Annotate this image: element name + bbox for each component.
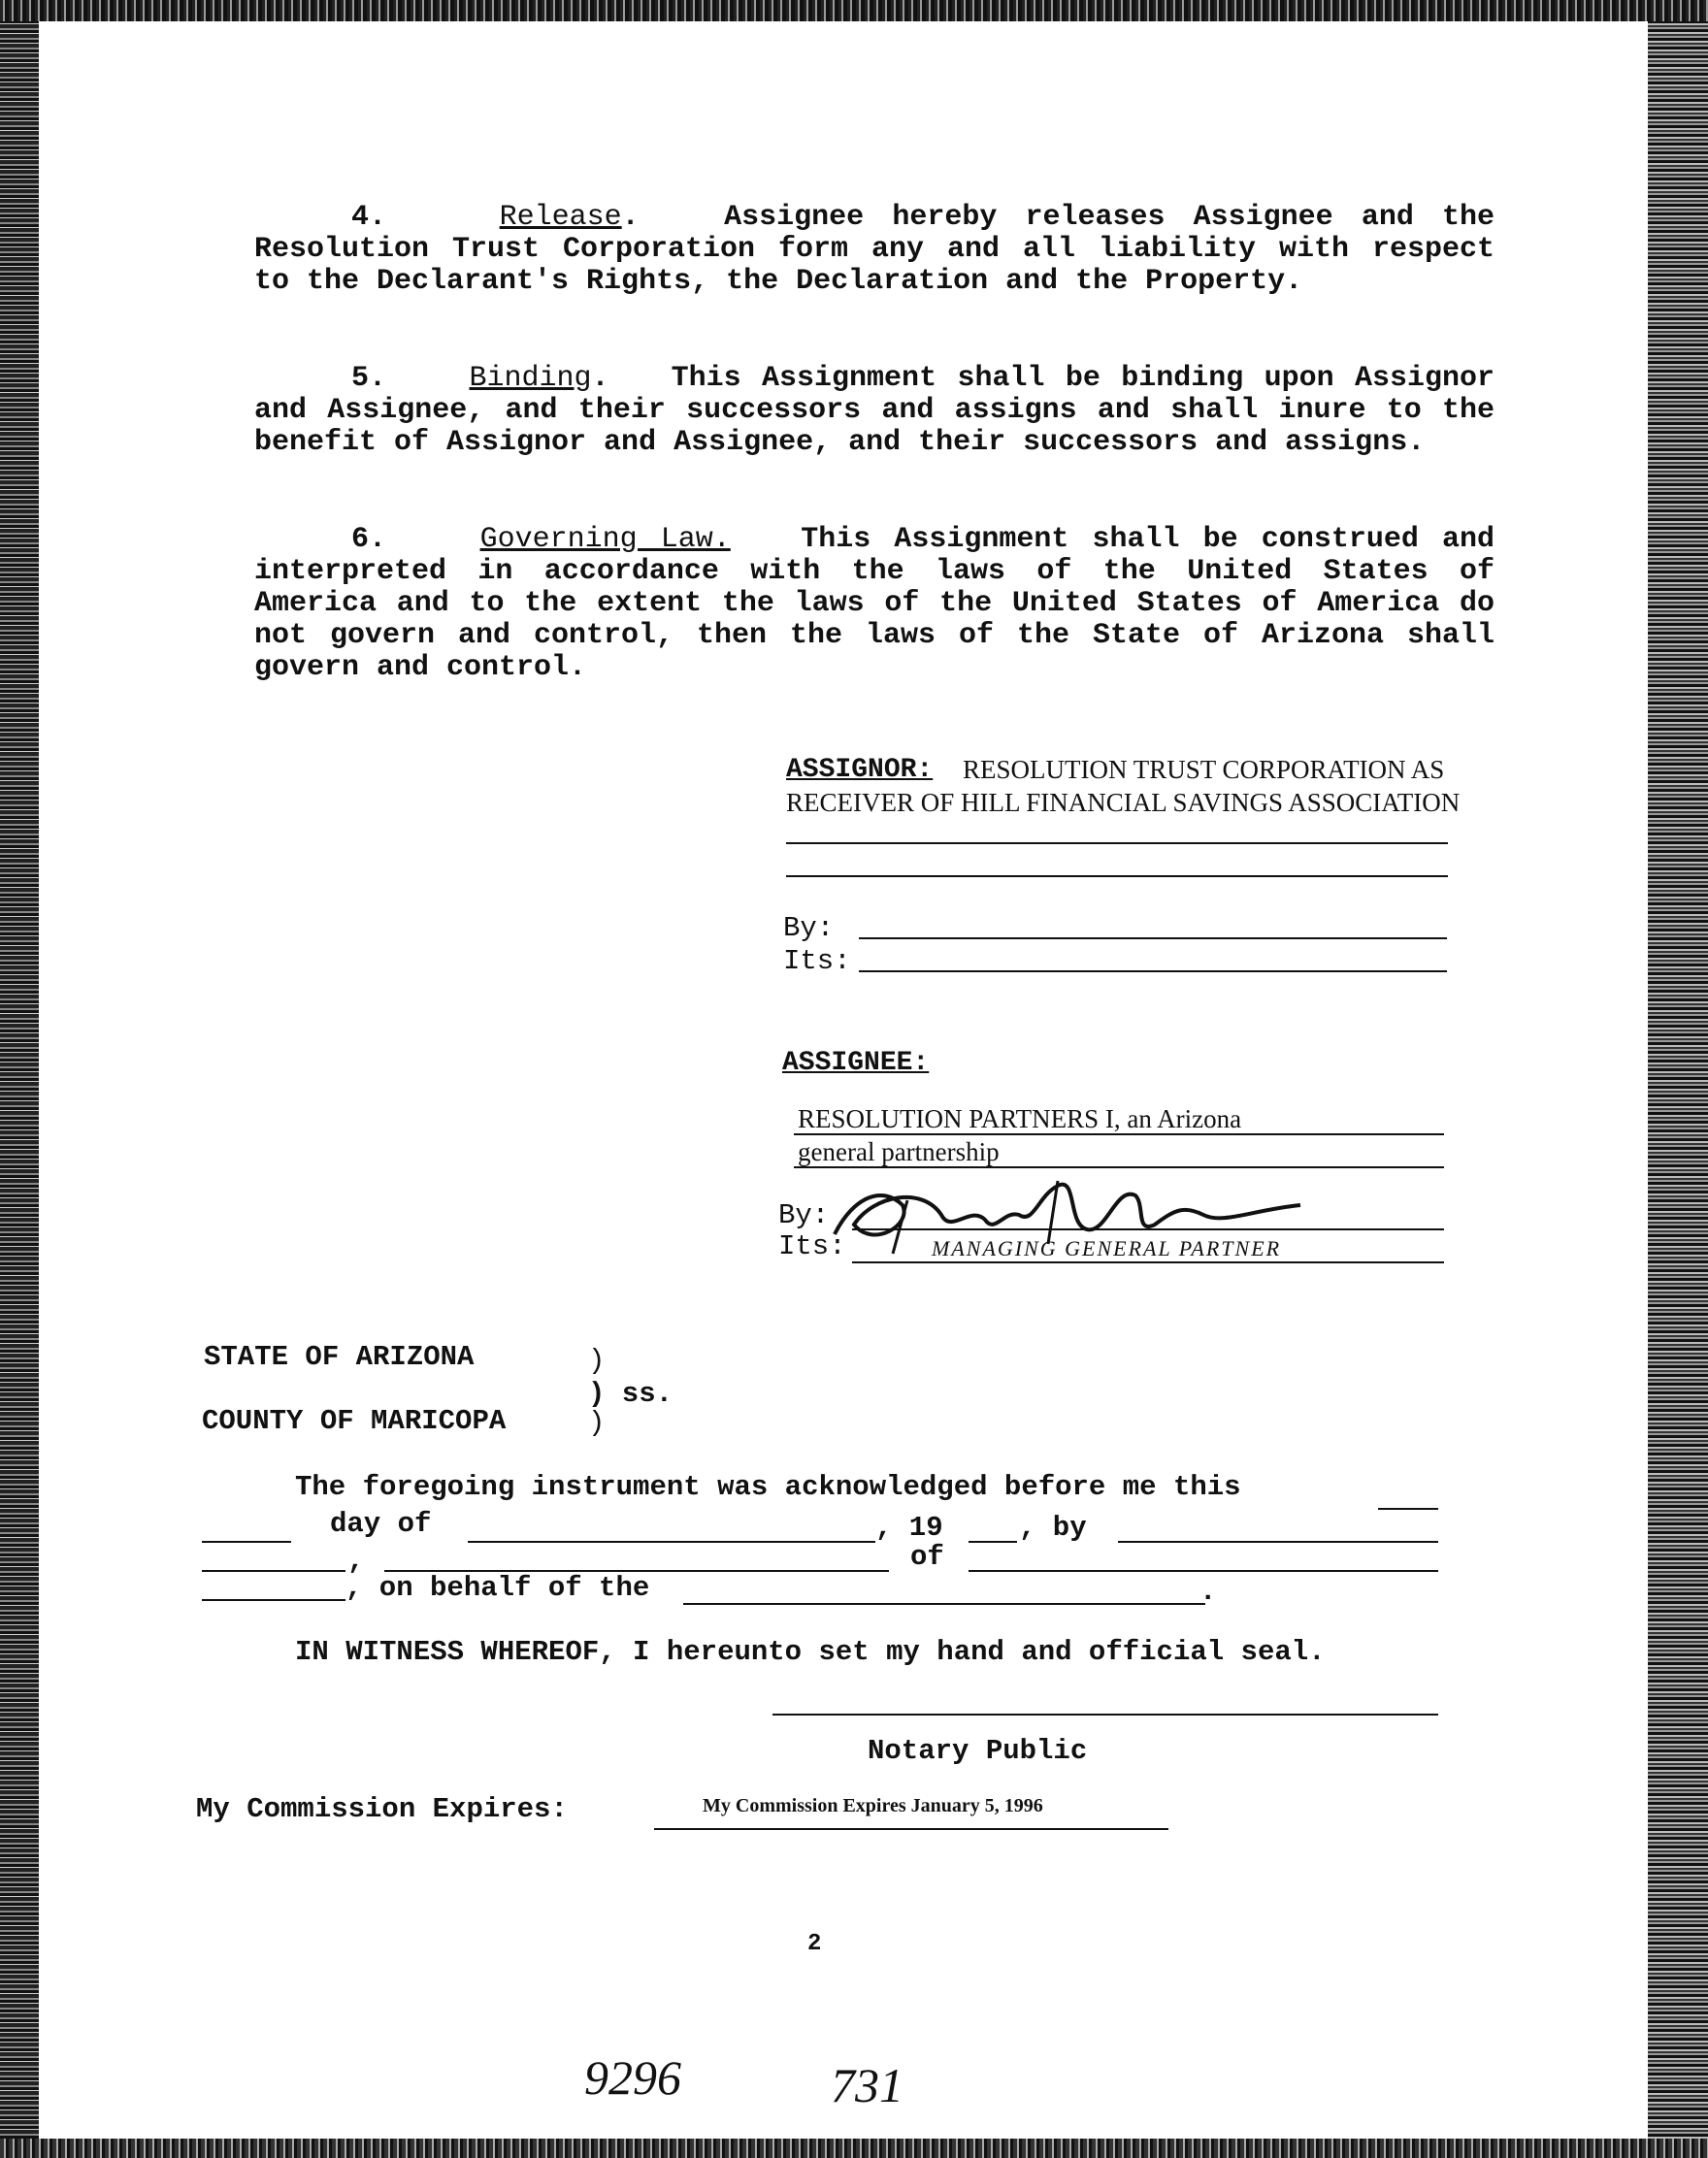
assignee-its-label: Its: xyxy=(778,1230,846,1262)
assignee-by-label: By: xyxy=(778,1199,830,1231)
assignee-name-line2: general partnership xyxy=(798,1137,1000,1166)
assignee-name-line1: RESOLUTION PARTNERS I, an Arizona xyxy=(798,1104,1242,1133)
blank-line xyxy=(202,1570,345,1572)
paragraph-release: 4. Release. Assignee hereby releases Assignee and the Resolution Trust Corporation form any and all liability with respect to the Declarant's Rights, the Declaration and the Property. xyxy=(254,201,1495,298)
blank-line xyxy=(969,1541,1017,1543)
paragraph-number: 5. xyxy=(351,362,387,395)
assignee-name-line xyxy=(794,1133,1444,1135)
venue-state: STATE OF ARIZONA xyxy=(204,1341,475,1373)
blank-line xyxy=(1118,1541,1438,1543)
ack-comma: , xyxy=(347,1545,365,1577)
venue-paren: ) xyxy=(588,1407,606,1439)
paragraph-number: 6. xyxy=(351,523,387,556)
ack-on-behalf: , on behalf of the xyxy=(345,1572,650,1604)
commission-line xyxy=(654,1828,1168,1830)
scan-edge-top xyxy=(0,0,1708,21)
ack-of: of xyxy=(910,1541,944,1573)
paragraph-binding: 5. Binding. This Assignment shall be binding upon Assignor and Assignee, and their successors and assigns and shall inure to the benefit of Assignor and Assignee, and their successors and assigns. xyxy=(254,362,1494,459)
footer-number-left: 9296 xyxy=(584,2050,681,2105)
scan-edge-right xyxy=(1648,0,1708,2158)
footer-number-right: 731 xyxy=(831,2058,903,2112)
commission-stamp: My Commission Expires January 5, 1996 xyxy=(703,1795,1043,1816)
venue-paren: ) xyxy=(588,1345,606,1377)
blank-line xyxy=(969,1570,1438,1572)
signature-line xyxy=(786,875,1448,877)
assignor-by-label: By: xyxy=(783,912,835,944)
notary-signature-line xyxy=(772,1714,1438,1716)
blank-line xyxy=(468,1541,875,1543)
paragraph-heading: Release xyxy=(499,201,622,234)
document-page xyxy=(39,21,1648,2139)
ack-by: , by xyxy=(1019,1512,1087,1544)
assignor-name-line2: RECEIVER OF HILL FINANCIAL SAVINGS ASSOCIATION xyxy=(786,788,1461,817)
assignor-name-line1: RESOLUTION TRUST CORPORATION AS xyxy=(963,755,1445,784)
blank-line xyxy=(1378,1508,1438,1510)
paragraph-heading: Binding xyxy=(469,362,592,395)
assignor-its-line xyxy=(859,970,1447,972)
ack-period: . xyxy=(1199,1576,1217,1608)
ack-day-of: day of xyxy=(330,1508,432,1540)
assignee-by-line xyxy=(852,1228,1444,1230)
witness-clause: IN WITNESS WHEREOF, I hereunto set my hand and official seal. xyxy=(295,1636,1326,1668)
assignee-its-value: MANAGING GENERAL PARTNER xyxy=(932,1236,1282,1260)
paragraph-text: This Assignment shall be construed and interpreted in accordance with the laws of the United States of America and to the extent the laws of the United States of America do not govern and control, then the laws of the State of Arizona shall govern and control. xyxy=(254,523,1494,684)
ack-line1: The foregoing instrument was acknowledged before me this xyxy=(295,1471,1241,1503)
blank-line xyxy=(683,1603,1205,1605)
ack-year: , 19 xyxy=(875,1512,943,1544)
paragraph-heading: Governing Law. xyxy=(479,523,731,556)
assignee-its-line xyxy=(852,1261,1444,1263)
venue-ss: ) ss. xyxy=(588,1378,673,1410)
commission-label: My Commission Expires: xyxy=(196,1793,568,1825)
paragraph-governing-law xyxy=(254,524,1494,684)
paragraph-number: 4. xyxy=(351,201,387,234)
paragraph-text: This Assignment shall be binding upon Assignor and Assignee, and their successors and assigns and shall inure to the benefit of Assignor and Assignee, and their successors and assigns. xyxy=(254,362,1494,459)
assignor-label: ASSIGNOR: xyxy=(786,755,934,785)
venue-county: COUNTY OF MARICOPA xyxy=(202,1405,507,1437)
scan-edge-left xyxy=(0,0,39,2158)
blank-line xyxy=(202,1599,345,1601)
page-number: 2 xyxy=(807,1931,822,1957)
assignee-label: ASSIGNEE: xyxy=(782,1048,930,1078)
assignor-by-line xyxy=(859,937,1447,939)
notary-label: Notary Public xyxy=(868,1735,1088,1767)
assignor-its-label: Its: xyxy=(783,945,851,977)
paragraph-text: Assignee hereby releases Assignee and the Resolution Trust Corporation form any and all liability with respect to the Declarant's Rights, the Declaration and the Property. xyxy=(254,201,1495,298)
signature-line xyxy=(786,842,1448,844)
scan-edge-bottom xyxy=(0,2139,1708,2158)
blank-line xyxy=(202,1541,291,1543)
